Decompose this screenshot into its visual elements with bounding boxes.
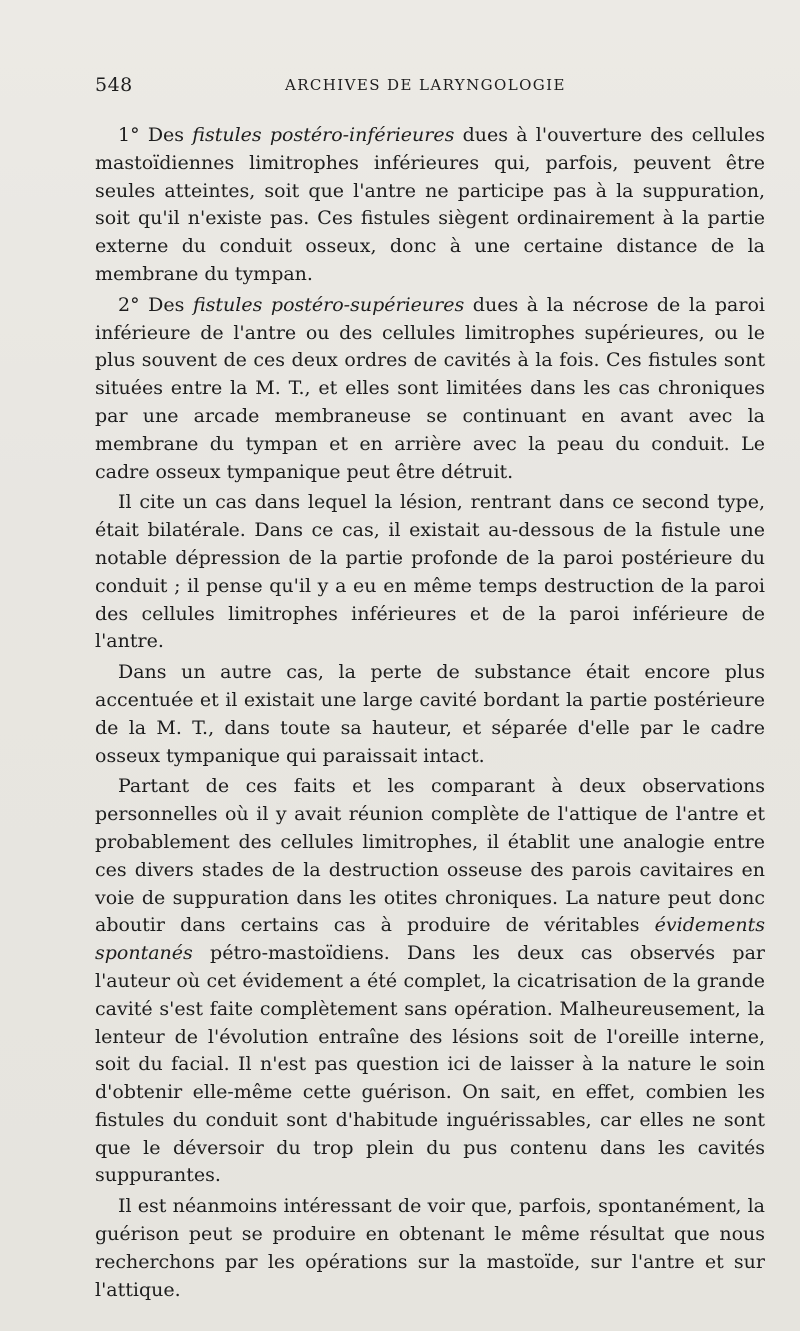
paragraph-4 — [95, 659, 765, 770]
paragraph-2 — [95, 292, 765, 487]
text-run: 2° Des — [118, 293, 193, 316]
text-run: Il cite un cas dans lequel la lésion, rentrant dans ce second type, était bilatérale. Dans ce cas, il existait au-dessous de la fistule une notable dépression de la partie profonde de la paroi postérieure du conduit ; il pense qu'il y a eu en même temps destruction de la paroi des cellules limitrophes inférieures et de la paroi inférieure de l'antre. — [95, 491, 765, 653]
text-run: Partant de ces faits et les comparant à deux observations personnelles où il y avait réunion complète de l'attique de l'antre et probablement des cellules limitrophes, il établit une analogie entre ces divers stades de la destruction osseuse des parois cavitaires en voie de suppuration dans les otites chroniques. La nature peut donc aboutir dans certains cas à produire de véritables — [95, 775, 765, 937]
text-run: dues à la nécrose de la paroi inférieure de l'antre ou des cellules limitrophes supérieures, ou le plus souvent de ces deux ordres de cavités à la fois. Ces fistules sont situées entre la M. T., et elles sont limitées dans les cas chroniques par une arcade membraneuse se continuant en avant avec la membrane du tympan et en arrière avec la peau du conduit. Le cadre osseux tympanique peut être détruit. — [95, 293, 765, 483]
italic-term: fistules postéro-inférieures — [192, 124, 455, 146]
running-head — [95, 74, 765, 104]
text-run: dues à l'ouverture des cellules mastoïdiennes limitrophes inférieures qui, parfois, peuvent être seules atteintes, soit que l'antre ne participe pas à la suppuration, soit qu'il n'existe pas. Ces fistules siègent ordinairement à la partie externe du conduit osseux, donc à une certaine distance de la membrane du tympan. — [95, 124, 765, 285]
paragraph-6 — [95, 1193, 765, 1304]
running-title: ARCHIVES DE LARYNGOLOGIE — [285, 76, 566, 94]
text-run: 1° Des — [118, 124, 193, 146]
text-run: pétro-mastoïdiens. Dans les deux cas observés par l'auteur où cet évidement a été complet, la cicatrisation de la grande cavité s'est faite complètement sans opération. Malheureusement, la lenteur de l'évolution entraîne des lésions soit de l'oreille interne, soit du facial. Il n'est pas question ici de laisser à la nature le soin d'obtenir elle-même cette guérison. On sait, en effet, combien les fistules du conduit sont d'habitude inguérissables, car elles ne sont que le déversoir du trop plein du pus contenu dans les cavités suppurantes. — [95, 942, 765, 1187]
page-number: 548 — [95, 74, 133, 96]
italic-term: évidements spontanés — [95, 914, 765, 965]
text-run: Dans un autre cas, la perte de substance était encore plus accentuée et il existait une large cavité bordant la partie postérieure de la M. T., dans toute sa hauteur, et séparée d'elle par le cadre osseux tympanique qui paraissait intact. — [95, 661, 765, 767]
paragraph-3 — [95, 489, 765, 656]
paragraph-1 — [95, 122, 765, 289]
text-run: Il est néanmoins intéressant de voir que, parfois, spontanément, la guérison peut se produire en obtenant le même résultat que nous recherchons par les opérations sur la mastoïde, sur l'antre et sur l'attique. — [95, 1195, 765, 1301]
body-text — [95, 122, 765, 1307]
italic-term: fistules postéro-supérieures — [192, 293, 465, 316]
paragraph-5 — [95, 773, 765, 1190]
